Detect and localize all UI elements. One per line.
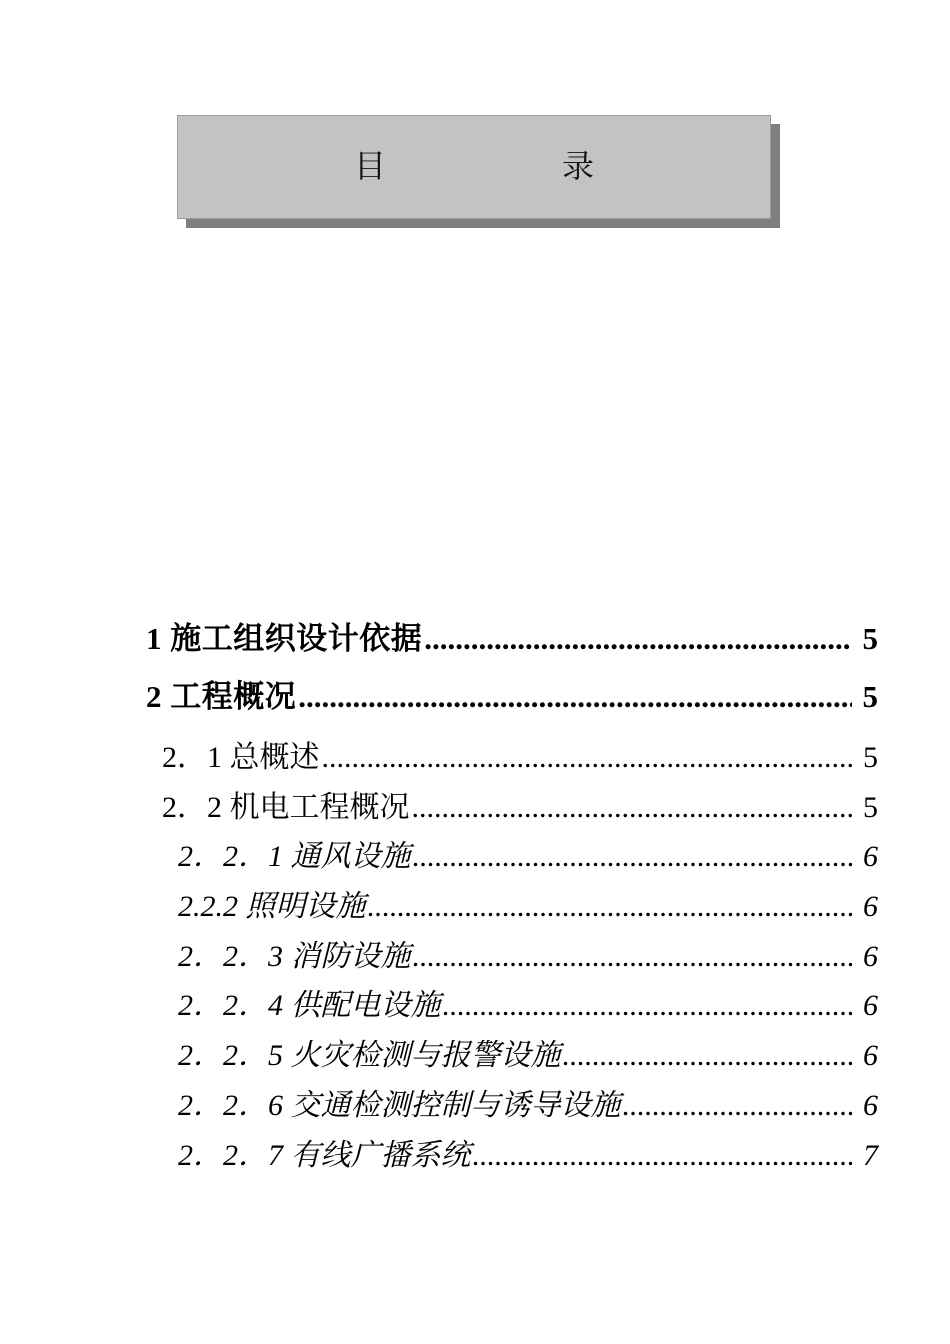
toc-entry-2-2[interactable] xyxy=(162,789,878,827)
toc-entry-page: 6 xyxy=(863,1039,878,1072)
toc-entry-label: 2．2 机电工程概况 xyxy=(162,791,410,824)
toc-entry-2-2-1[interactable] xyxy=(178,838,878,876)
toc-leader-dots xyxy=(443,987,853,1025)
toc-title-box xyxy=(177,115,771,219)
toc-entry-label: 2．2．1 通风设施 xyxy=(178,840,411,873)
toc-entry-page: 5 xyxy=(862,621,878,656)
toc-entry-2-2-3[interactable] xyxy=(178,938,878,976)
toc-entry-2-2-6[interactable] xyxy=(178,1087,878,1125)
toc-leader-dots xyxy=(412,789,853,827)
toc-entry-label: 2．2．6 交通检测控制与诱导设施 xyxy=(178,1089,621,1122)
toc-entry-page: 6 xyxy=(863,840,878,873)
toc-leader-dots xyxy=(424,619,852,659)
toc-title-char-2: 录 xyxy=(562,147,595,185)
toc-entry-page: 6 xyxy=(863,940,878,973)
toc-leader-dots xyxy=(322,739,853,777)
toc-leader-dots xyxy=(298,677,852,717)
toc-entry-label: 2．1 总概述 xyxy=(162,741,320,774)
toc-leader-dots xyxy=(623,1087,853,1125)
toc-entry-page: 7 xyxy=(863,1139,878,1172)
toc-entry-page: 5 xyxy=(862,679,878,714)
toc-entry-label: 2．2．7 有线广播系统 xyxy=(178,1139,471,1172)
toc-entry-page: 5 xyxy=(863,791,878,824)
toc-leader-dots xyxy=(413,938,853,976)
toc-entry-label: 1 施工组织设计依据 xyxy=(146,621,423,656)
toc-leader-dots xyxy=(563,1037,853,1075)
toc-entry-label: 2 工程概况 xyxy=(146,679,297,714)
toc-entry-2-2-4[interactable] xyxy=(178,987,878,1025)
toc-entry-label: 2．2．4 供配电设施 xyxy=(178,989,441,1022)
toc-entry-2-1[interactable] xyxy=(162,739,878,777)
toc-leader-dots xyxy=(473,1137,853,1175)
toc-entry-1[interactable] xyxy=(146,619,878,659)
toc-title-char-1: 目 xyxy=(354,147,387,185)
toc-entry-label: 2.2.2 照明设施 xyxy=(178,890,366,923)
toc-entry-page: 6 xyxy=(863,1089,878,1122)
toc-entry-page: 5 xyxy=(863,741,878,774)
toc-leader-dots xyxy=(368,888,853,926)
toc-entry-2[interactable] xyxy=(146,677,878,717)
toc-entry-2-2-5[interactable] xyxy=(178,1037,878,1075)
toc-entry-page: 6 xyxy=(863,989,878,1022)
toc-leader-dots xyxy=(413,838,853,876)
toc-entry-label: 2．2．5 火灾检测与报警设施 xyxy=(178,1039,561,1072)
toc-entry-page: 6 xyxy=(863,890,878,923)
toc-entry-2-2-7[interactable] xyxy=(178,1137,878,1175)
toc-entry-2-2-2[interactable] xyxy=(178,888,878,926)
toc-entry-label: 2．2．3 消防设施 xyxy=(178,940,411,973)
